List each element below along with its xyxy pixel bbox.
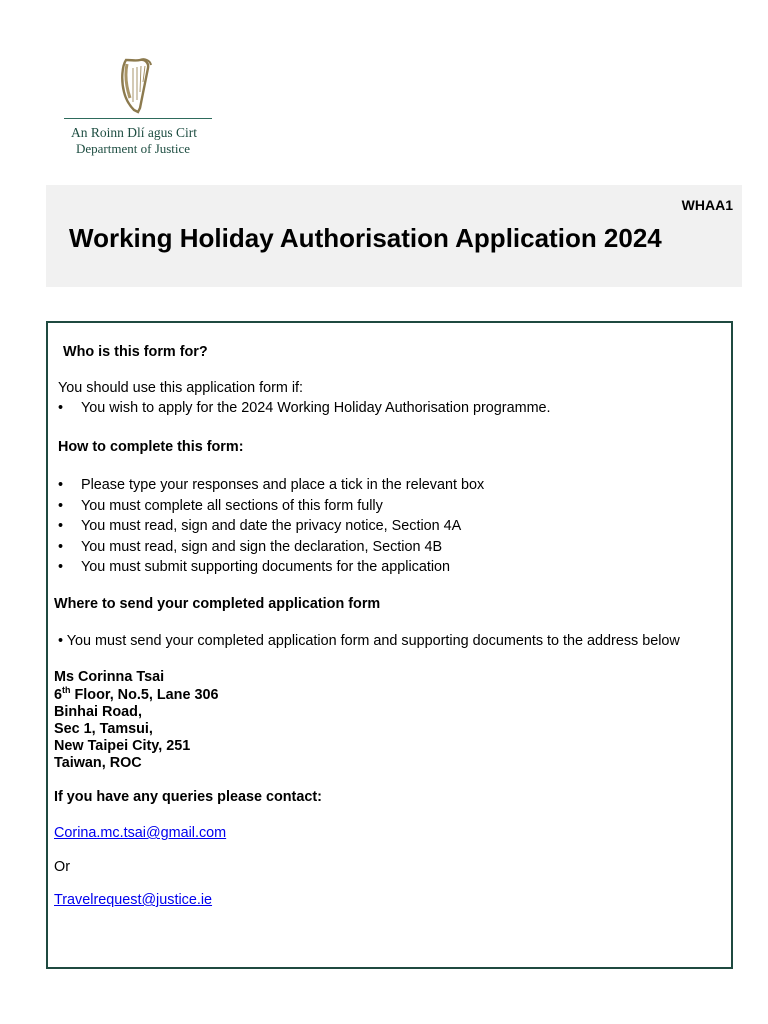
form-code: WHAA1 — [681, 197, 733, 213]
logo-divider — [64, 118, 212, 119]
harp-icon — [118, 56, 158, 114]
page-title: Working Holiday Authorisation Application 2024 — [69, 223, 662, 253]
address-line: Sec 1, Tamsui, — [54, 721, 153, 737]
address-line: Binhai Road, — [54, 704, 142, 720]
email-link-secondary[interactable]: Travelrequest@justice.ie — [54, 892, 213, 908]
instructions-panel: Who is this form for? You should use this application form if: • You wish to apply for the 2024 Working Holiday Authorisation programme. How to complete this form: • Please type your responses and place a tick in the relevant box • You must complete all sections of this form fully • You must read, sign and date the privacy notice, Section 4A • You must read, sign and sign the declaration, Section 4B • You must submit supporting documents for the application Where to send your completed application form • You must send your completed application form and supporting documents to the address below Ms Corinna Tsai 6th Floor, No.5, Lane 306 Binhai Road, Sec 1, Tamsui, New Taipei City, 251 Taiwan, ROC If you have any queries please contact: Corina.mc.tsai@gmail.com Or Travelrequest@justice.ie — [46, 321, 733, 969]
department-name-english: Department of Justice — [76, 141, 191, 156]
address-line: New Taipei City, 251 — [54, 738, 191, 754]
where-bullet: • You must send your completed application form and supporting documents to the address below — [58, 633, 680, 649]
how-heading: How to complete this form: — [58, 439, 244, 455]
address-line: Taiwan, ROC — [54, 755, 142, 771]
department-name-irish: An Roinn Dlí agus Cirt — [71, 125, 198, 140]
where-heading: Where to send your completed application form — [54, 596, 381, 612]
title-banner — [46, 185, 742, 287]
who-heading: Who is this form for? — [63, 344, 208, 360]
address-line: 6th Floor, No.5, Lane 306 — [54, 685, 219, 703]
contact-heading: If you have any queries please contact: — [54, 789, 322, 805]
or-text: Or — [54, 859, 70, 875]
email-link-primary[interactable]: Corina.mc.tsai@gmail.com — [54, 825, 227, 841]
who-intro: You should use this application form if: — [58, 380, 304, 396]
address-name: Ms Corinna Tsai — [54, 669, 165, 685]
